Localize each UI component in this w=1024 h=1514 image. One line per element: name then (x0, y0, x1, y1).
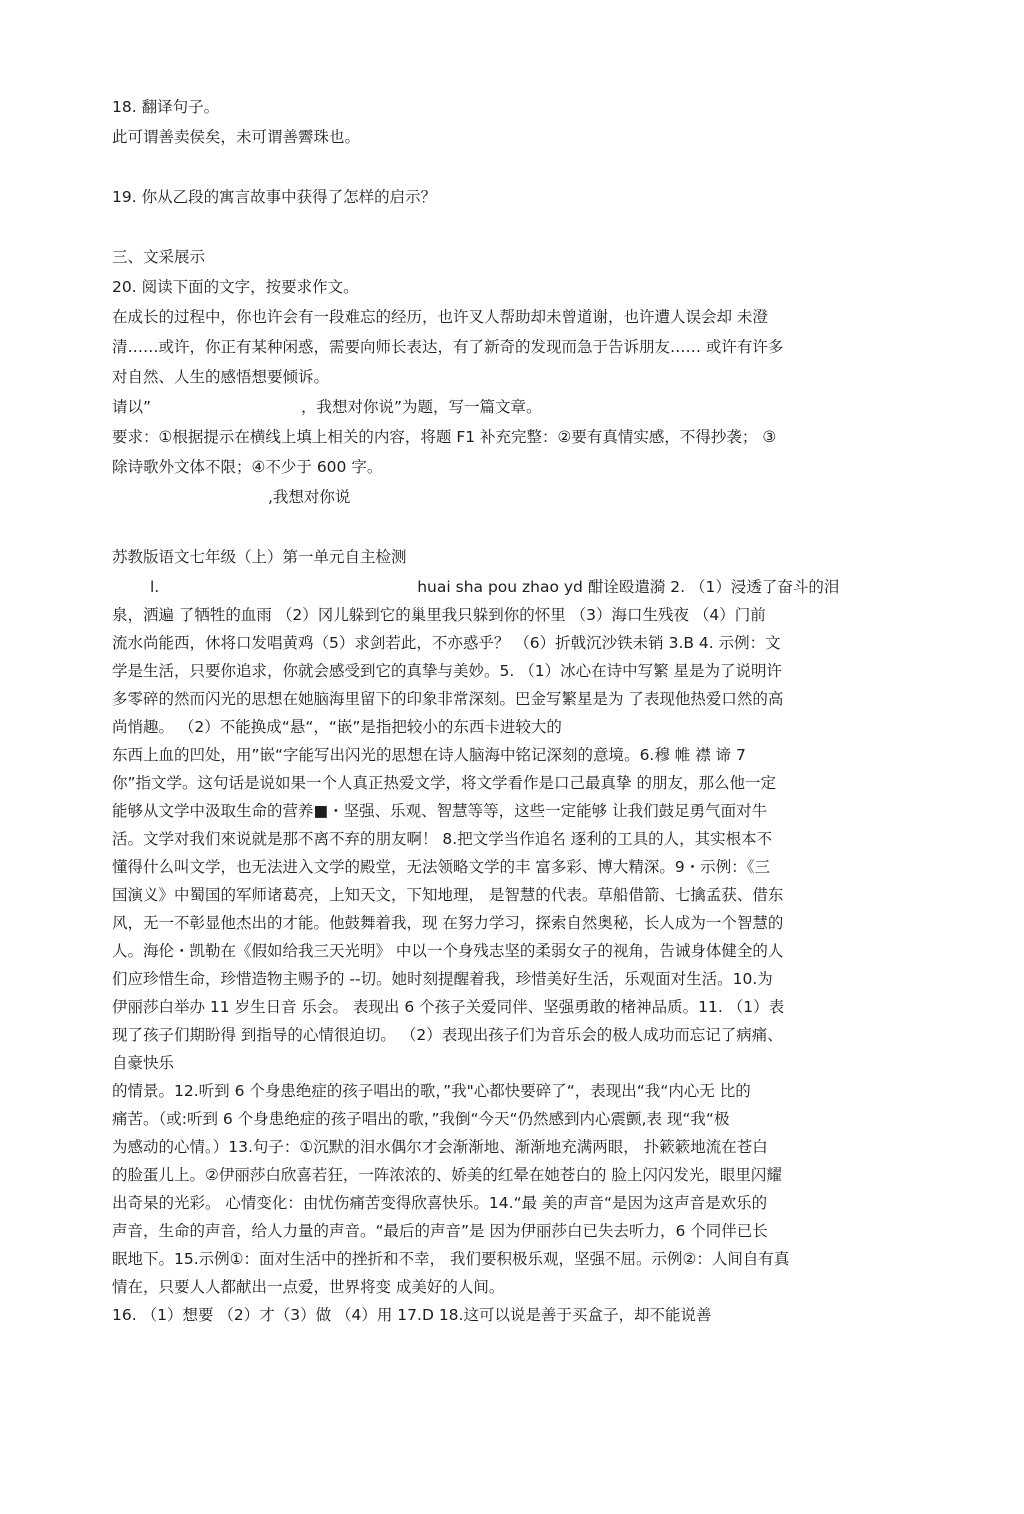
question-19-label: 19. 你从乙段的寓言故事中获得了怎样的启示？ (112, 188, 437, 206)
title-instruction-start: 请以” (112, 398, 152, 416)
requirements-line: 要求：①根据提示在横线上填上相关的内容，将题 F1 补充完整：②要有真情实感，不得抄袭； ③ (112, 428, 777, 446)
answer-line: 活。文学对我们來说就是那不离不弃的朋友啊！ 8.把文学当作追名 逐利的工具的人，其实根本不 (112, 830, 773, 848)
answer-line: 能够从文学中汲取生命的营养■・坚强、乐观、智慧等等，这些一定能够 让我们鼓足勇气面对牛 (112, 802, 768, 820)
answer-line: 国演义》中蜀国的军师诸葛亮，上知天文，下知地理， 是智慧的代表。草船借箭、七擒孟获、借东 (112, 886, 784, 904)
title-instruction-end: ，我想对你说”为题，写一篇文章。 (301, 398, 542, 416)
answer-line: 你”指文学。这句话是说如果一个人真正热爱文学，将文学看作是口己最真挚 的朋友，那么他一定 (112, 774, 776, 792)
answer-line: 伊丽莎白举办 11 岁生日音 乐会。 表现出 6 个孩子关爱同伴、坚强勇敢的楮神品质。11. （1）表 (112, 998, 785, 1016)
answer-line: 情在，只要人人都献出一点爱，世界将变 成美好的人间。 (112, 1278, 505, 1296)
answer-line: 出奇杲的光彩。 心情变化：由忧伤痛苦变得欣喜快乐。14.“最 美的声音“是因为这声音是欢乐的 (112, 1194, 768, 1212)
question-18-label: 18. 翻译句子。 (112, 98, 220, 116)
answer-line: 声音，生命的声音，给人力量的声音。“最后的声音”是 因为伊丽莎白已失去听力，6 个同伴已长 (112, 1222, 768, 1240)
answer-line: 尚悄趣。 （2）不能换成“悬“，“嵌”是指把较小的东西卡进较大的 (112, 718, 562, 736)
question-20-label: 20. 阅读下面的文字，按要求作文。 (112, 278, 359, 296)
answer-line: 为感动的心情。）13.句子：①沉默的泪水偶尔才会渐渐地、渐渐地充满两眼， 扑簌簌地流在苍白 (112, 1138, 768, 1156)
answer-line: 眠地下。15.示例①：面对生活中的挫折和不幸， 我们要积极乐观，坚强不屈。示例②：人间自有真 (112, 1250, 790, 1268)
answer-line: 现了孩子们期盼得 到指导的心情很迫切。 （2）表现出孩子们为音乐会的极人成功而忘记了病痛、 (112, 1026, 783, 1044)
answer-line: 多零碎的然而闪光的思想在她脑海里留下的印象非常深刻。巴金写繁星是为 了表现他热爱口然的高 (112, 690, 784, 708)
answer-line: 学是生活，只要你追求，你就会感受到它的真挚与美妙。5. （1）冰心在诗中写繁 星是为了说明许 (112, 662, 783, 680)
prompt-line: 清……或许，你正有某种闲惑，需要向师长表达，有了新奇的发现而急于告诉朋友…… 或许有许多 (112, 338, 784, 356)
answers-heading: 苏教版语文七年级（上）第一单元自主检测 (112, 548, 407, 566)
answer-line: 风，无一不彰显他杰出的才能。他鼓舞着我，现 在努力学习，探索自然奥秘，长人成为一个智慧的 (112, 914, 784, 932)
prompt-line: 在成长的过程中，你也许会有一段难忘的经历，也许叉人帮助却未曾道谢，也许遭人误会却 未澄 (112, 308, 768, 326)
answer-line: 东西上血的凹处，用”嵌“字能写出闪光的思想在诗人脑海中铭记深刻的意境。6.穆 帷 襟 谛 7 (112, 746, 746, 764)
answer-line: 16. （1）想要 （2）才（3）做 （4）用 17.D 18.这可以说是善于买盒子，却不能说善 (112, 1306, 712, 1324)
answer-line: 流水尚能西，休将口发唱黄鸡（5）求剑若此，不亦惑乎？ （6）折戟沉沙铁未销 3.B 4. 示例：文 (112, 634, 781, 652)
title-instruction (112, 396, 912, 418)
requirements-line: 除诗歌外文体不限；④不少于 600 字。 (112, 458, 383, 476)
prompt-line: 对自然、人生的感悟想要倾诉。 (112, 368, 330, 386)
essay-title-blank: ,我想对你说 (268, 488, 351, 506)
answer-line: 的情景。12.听到 6 个身患绝症的孩子唱出的歌，”我"心都快要碎了“，表现出“我“内心无 比的 (112, 1082, 751, 1100)
answer-line: 的脸蛋儿上。②伊丽莎白欣喜若狂，一阵浓浓的、娇美的红晕在她苍白的 脸上闪闪发光，眼里闪耀 (112, 1166, 782, 1184)
answer-line: 们应珍惜生命，珍惜造物主赐予的 --切。她时刻提醒着我，珍惜美好生活，乐观面对生活。10.为 (112, 970, 773, 988)
answer-line: 痛苦。（或:听到 6 个身患绝症的孩子唱出的歌，”我倒“今天“仍然感到内心震颤,表 现“我“极 (112, 1110, 730, 1128)
answer-line: 人。海伦・凯勒在《假如给我三天光明》 中以一个身残志坚的柔弱女子的视角，告诫身体健全的人 (112, 942, 784, 960)
answer-line: 泉，洒遍 了牺牲的血雨 （2）冈儿躲到它的巢里我只躲到你的怀里 （3）海口生残夜 （4）门前 (112, 606, 766, 624)
answer-first-line (112, 576, 912, 598)
answer-number-1: l. (150, 578, 160, 596)
answer-line: 懂得什么叫文学，也无法进入文学的殿堂，无法领略文学的丰 富多彩、博大精深。9・示例：《三 (112, 858, 771, 876)
answer-first-line-text: huai sha pou zhao yd 酣诠殴遣漪 2. （1）浸透了奋斗的泪 (417, 578, 840, 596)
section-3-heading: 三、文采展示 (112, 248, 206, 266)
answer-line: 自豪快乐 (112, 1054, 175, 1072)
question-18-sentence: 此可谓善卖侯矣，未可谓善霽珠也。 (112, 128, 361, 146)
